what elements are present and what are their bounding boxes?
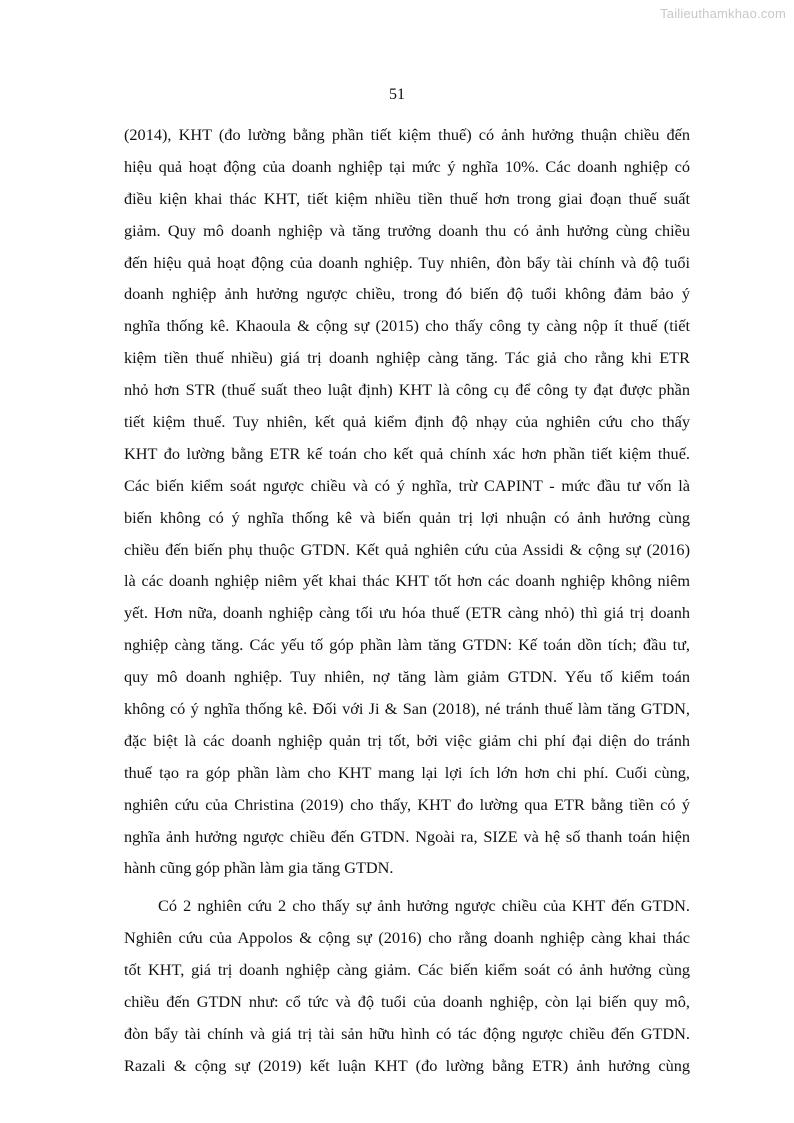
text-line: đòn bẩy tài chính và giá trị tài sản hữu hình có tác động ngược chiều đến GTDN.	[124, 1023, 690, 1043]
text-line: tốt KHT, giá trị doanh nghiệp càng giảm. Các biến kiểm soát có ảnh hưởng cùng	[124, 960, 690, 980]
watermark-text: Tailieuthamkhao.com	[660, 6, 786, 21]
text-line: (2014), KHT (đo lường bằng phần tiết kiệm thuế) có ảnh hưởng thuận chiều đến	[124, 125, 690, 144]
text-line: kiệm tiền thuế nhiều) giá trị doanh nghiệp càng tăng. Tác giả cho rằng khi ETR	[124, 348, 690, 368]
text-line: đến hiệu quả hoạt động của doanh nghiệp. Tuy nhiên, đòn bẩy tài chính và độ tuổi	[124, 252, 690, 272]
text-line: Có 2 nghiên cứu 2 cho thấy sự ảnh hưởng ngược chiều của KHT đến GTDN.	[158, 896, 690, 916]
text-line: hành cũng góp phần làm gia tăng GTDN.	[124, 858, 394, 878]
text-line: KHT đo lường bằng ETR kế toán cho kết quả chính xác hơn phần tiết kiệm thuế.	[124, 443, 690, 463]
text-line: điều kiện khai thác KHT, tiết kiệm nhiều tiền thuế hơn trong giai đoạn thuế suất	[124, 188, 690, 208]
text-line: nghĩa thống kê. Khaoula & cộng sự (2015) cho thấy công ty càng nộp ít thuế (tiết	[124, 316, 690, 336]
text-line: chiều đến biến phụ thuộc GTDN. Kết quả nghiên cứu của Assidi & cộng sự (2016)	[124, 539, 690, 559]
text-line: giảm. Quy mô doanh nghiệp và tăng trưởng doanh thu có ảnh hưởng cùng chiều	[124, 220, 690, 240]
text-line: nghiệp càng tăng. Các yếu tố góp phần làm tăng GTDN: Kế toán dồn tích; đầu tư,	[124, 635, 690, 655]
paragraph-2	[124, 890, 690, 1081]
text-line: Razali & cộng sự (2019) kết luận KHT (đo lường bằng ETR) ảnh hưởng cùng	[124, 1055, 690, 1075]
text-line: không có ý nghĩa thống kê. Đối với Ji & San (2018), né tránh thuế làm tăng GTDN,	[124, 699, 690, 719]
text-line: yết. Hơn nữa, doanh nghiệp càng tối ưu hóa thuế (ETR càng nhỏ) thì giá trị doanh	[124, 603, 690, 623]
document-body	[124, 119, 690, 1082]
text-line: thuế tạo ra góp phần làm cho KHT mang lại lợi ích lớn hơn chi phí. Cuối cùng,	[124, 762, 690, 782]
text-line: quy mô doanh nghiệp. Tuy nhiên, nợ tăng làm giảm GTDN. Yếu tố kiểm toán	[124, 667, 690, 687]
text-line: nghĩa ảnh hưởng ngược chiều đến GTDN. Ngoài ra, SIZE và hệ số thanh toán hiện	[124, 826, 690, 846]
text-line: hiệu quả hoạt động của doanh nghiệp tại mức ý nghĩa 10%. Các doanh nghiệp có	[124, 156, 690, 176]
text-line: doanh nghiệp ảnh hưởng ngược chiều, trong đó biến độ tuổi không đảm bảo ý	[124, 284, 690, 304]
text-line: Nghiên cứu của Appolos & cộng sự (2016) cho rằng doanh nghiệp càng khai thác	[124, 928, 690, 948]
text-line: nhỏ hơn STR (thuế suất theo luật định) KHT là công cụ để công ty đạt được phần	[124, 380, 690, 400]
text-line: là các doanh nghiệp niêm yết khai thác KHT tốt hơn các doanh nghiệp không niêm	[124, 571, 690, 591]
text-line: nghiên cứu của Christina (2019) cho thấy, KHT đo lường qua ETR bằng tiền có ý	[124, 794, 690, 814]
text-line: biến không có ý nghĩa thống kê và biến quản trị lợi nhuận có ảnh hưởng cùng	[124, 507, 690, 527]
text-line: đặc biệt là các doanh nghiệp quản trị tốt, bởi việc giảm chi phí đại diện do tránh	[124, 730, 690, 750]
text-line: Các biến kiểm soát ngược chiều và có ý nghĩa, trừ CAPINT - mức đầu tư vốn là	[124, 475, 690, 495]
paragraph-1	[124, 119, 690, 884]
page-number: 51	[389, 86, 405, 103]
text-line: chiều đến GTDN như: cổ tức và độ tuổi của doanh nghiệp, còn lại biến quy mô,	[124, 992, 690, 1012]
text-line: tiết kiệm thuế. Tuy nhiên, kết quả kiểm định độ nhạy của nghiên cứu cho thấy	[124, 412, 690, 432]
